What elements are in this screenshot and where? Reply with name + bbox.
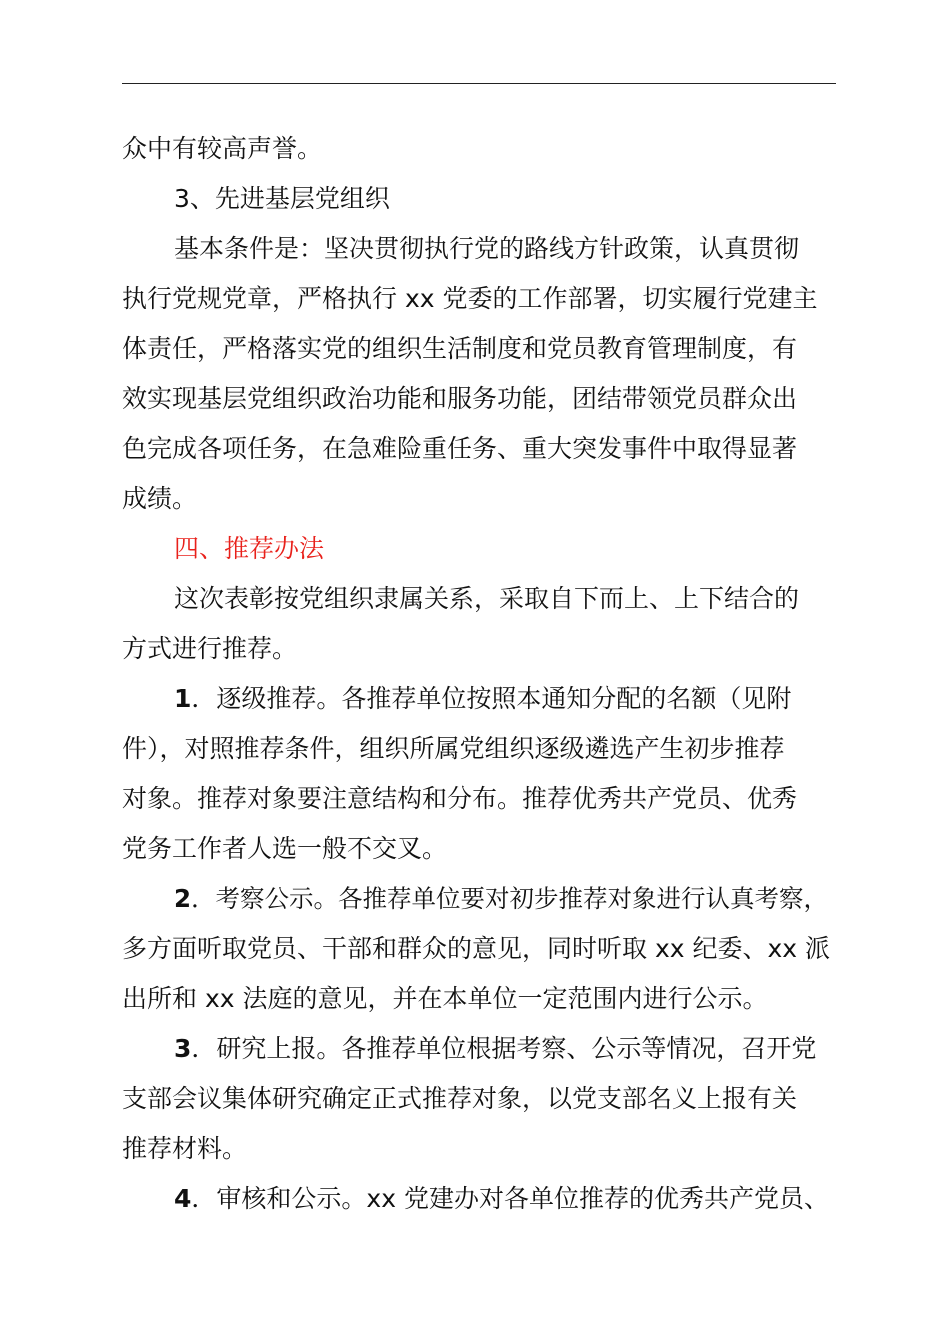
- numbered-item-4: [122, 1174, 838, 1224]
- numbered-item-2: [122, 874, 838, 924]
- body-line: 多方面听取党员、干部和群众的意见，同时听取 xx 纪委、xx 派: [122, 934, 831, 963]
- item-number: 3: [174, 1034, 192, 1063]
- item-text: ．审核和公示。xx 党建办对各单位推荐的优秀共产党员、: [191, 1184, 829, 1213]
- body-line: 体责任，严格落实党的组织生活制度和党员教育管理制度，有: [122, 334, 798, 363]
- body-line: 效实现基层党组织政治功能和服务功能，团结带领党员群众出: [122, 384, 798, 413]
- header-rule: [122, 83, 836, 84]
- item-text: ．考察公示。各推荐单位要对初步推荐对象进行认真考察，: [191, 884, 829, 913]
- body-line: 基本条件是：坚决贯彻执行党的路线方针政策，认真贯彻: [174, 234, 800, 263]
- item-number: 1: [174, 684, 192, 713]
- body-line: 这次表彰按党组织隶属关系，采取自下而上、上下结合的: [174, 584, 800, 613]
- body-line: 成绩。: [122, 484, 198, 513]
- body-line: 众中有较高声誉。: [122, 134, 323, 163]
- body-line: 方式进行推荐。: [122, 634, 298, 663]
- numbered-item-1: [122, 674, 838, 724]
- body-line: 对象。推荐对象要注意结构和分布。推荐优秀共产党员、优秀: [122, 784, 798, 813]
- body-line: 党务工作者人选一般不交叉。: [122, 834, 448, 863]
- body-line: 色完成各项任务，在急难险重任务、重大突发事件中取得显著: [122, 434, 798, 463]
- body-line: 件），对照推荐条件，组织所属党组织逐级遴选产生初步推荐: [122, 734, 785, 763]
- item-number: 4: [174, 1184, 192, 1213]
- item-text: ．逐级推荐。各推荐单位按照本通知分配的名额（见附: [191, 684, 792, 713]
- item-text: ．研究上报。各推荐单位根据考察、公示等情况，召开党: [191, 1034, 817, 1063]
- section-subheading: 3、先进基层党组织: [174, 184, 390, 213]
- numbered-item-3: [122, 1024, 838, 1074]
- body-line: 出所和 xx 法庭的意见，并在本单位一定范围内进行公示。: [122, 984, 768, 1013]
- section-heading: 四、推荐办法: [174, 534, 325, 563]
- item-number: 2: [174, 884, 192, 913]
- body-line: 支部会议集体研究确定正式推荐对象，以党支部名义上报有关: [122, 1084, 798, 1113]
- body-line: 推荐材料。: [122, 1134, 248, 1163]
- body-line: 执行党规党章，严格执行 xx 党委的工作部署，切实履行党建主: [122, 284, 818, 313]
- document-body: [122, 124, 838, 1224]
